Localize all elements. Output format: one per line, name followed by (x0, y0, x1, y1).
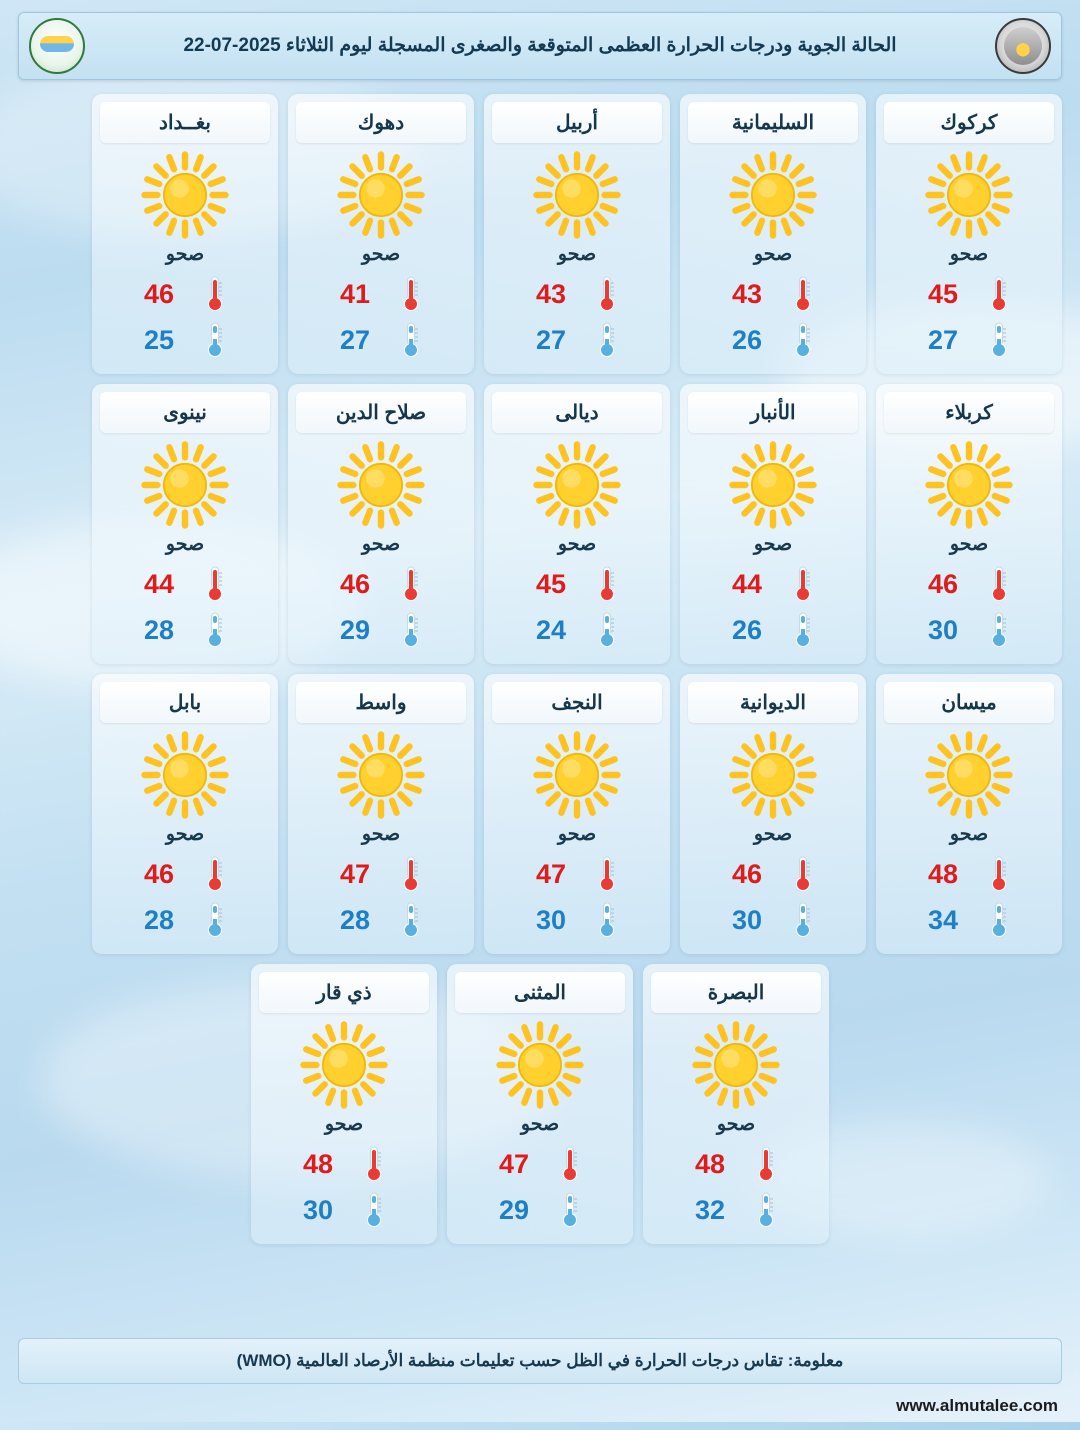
city-card[interactable] (251, 964, 437, 1244)
min-temp-row (120, 900, 250, 940)
max-temp-row (120, 564, 250, 604)
thermometer-hot-icon (988, 274, 1010, 314)
sun-icon (335, 729, 427, 821)
sun-icon (531, 149, 623, 241)
min-temp-row (512, 320, 642, 360)
min-temp-row (475, 1190, 605, 1230)
sun-icon (531, 149, 623, 241)
thermometer-cold-icon (400, 320, 422, 360)
min-temp-row (512, 610, 642, 650)
max-temp-value: 48 (695, 1148, 726, 1179)
temperature-block (100, 854, 270, 940)
temperature-block (296, 274, 466, 360)
max-temp-row (512, 564, 642, 604)
condition-label: صحو (361, 824, 401, 845)
thermometer-cold-icon (400, 320, 422, 360)
sun-icon (923, 439, 1015, 531)
condition-label: صحو (361, 534, 401, 555)
thermometer-cold-icon (596, 320, 618, 360)
thermometer-hot-icon (755, 1144, 777, 1184)
city-name: كركوك (884, 102, 1054, 143)
thermometer-hot-icon (400, 564, 422, 604)
min-temp-value: 30 (536, 904, 567, 935)
thermometer-hot-icon (204, 854, 226, 894)
city-row (18, 674, 1062, 954)
temperature-block (296, 564, 466, 650)
sun-icon (531, 729, 623, 821)
min-temp-value: 34 (928, 904, 959, 935)
city-card[interactable] (92, 94, 278, 374)
thermometer-hot-icon (596, 564, 618, 604)
temperature-block (651, 1144, 821, 1230)
condition-label: صحو (557, 534, 597, 555)
city-card[interactable] (643, 964, 829, 1244)
max-temp-value: 44 (144, 568, 175, 599)
temperature-block (492, 564, 662, 650)
max-temp-row (708, 274, 838, 314)
max-temp-row (904, 564, 1034, 604)
thermometer-cold-icon (204, 900, 226, 940)
thermometer-cold-icon (792, 320, 814, 360)
footer-note: معلومة: تقاس درجات الحرارة في الظل حسب تعليمات منظمة الأرصاد العالمية (WMO) (18, 1338, 1062, 1384)
condition-label: صحو (165, 824, 205, 845)
city-card[interactable] (288, 384, 474, 664)
min-temp-value: 30 (732, 904, 763, 935)
thermometer-cold-icon (792, 320, 814, 360)
city-card[interactable] (876, 384, 1062, 664)
page-title: الحالة الجوية ودرجات الحرارة العظمى المتوقعة والصغرى المسجلة ليوم الثلاثاء 2025-07-22 (183, 34, 897, 56)
thermometer-cold-icon (596, 610, 618, 650)
min-temp-row (904, 900, 1034, 940)
condition-label: صحو (949, 534, 989, 555)
city-name: ديالى (492, 392, 662, 433)
city-card[interactable] (92, 674, 278, 954)
city-card[interactable] (484, 94, 670, 374)
temperature-block (688, 564, 858, 650)
thermometer-cold-icon (988, 900, 1010, 940)
city-name: ذي قار (259, 972, 429, 1013)
thermometer-cold-icon (988, 320, 1010, 360)
min-temp-value: 27 (928, 324, 959, 355)
city-name: بغــداد (100, 102, 270, 143)
min-temp-row (904, 610, 1034, 650)
max-temp-row (904, 854, 1034, 894)
thermometer-hot-icon (204, 274, 226, 314)
sun-icon (494, 1019, 586, 1111)
condition-label: صحو (165, 244, 205, 265)
thermometer-cold-icon (204, 610, 226, 650)
city-card[interactable] (92, 384, 278, 664)
min-temp-value: 28 (340, 904, 371, 935)
thermometer-hot-icon (988, 564, 1010, 604)
thermometer-cold-icon (792, 610, 814, 650)
sun-icon (923, 729, 1015, 821)
temperature-block (492, 854, 662, 940)
max-temp-row (512, 854, 642, 894)
max-temp-value: 46 (340, 568, 371, 599)
thermometer-hot-icon (792, 564, 814, 604)
temperature-block (296, 854, 466, 940)
thermometer-cold-icon (400, 610, 422, 650)
thermometer-hot-icon (204, 274, 226, 314)
sun-icon (139, 439, 231, 531)
condition-label: صحو (753, 824, 793, 845)
sun-icon (727, 149, 819, 241)
city-name: كربلاء (884, 392, 1054, 433)
min-temp-value: 28 (144, 614, 175, 645)
city-row (18, 384, 1062, 664)
temperature-block (100, 564, 270, 650)
max-temp-value: 48 (928, 858, 959, 889)
min-temp-row (316, 320, 446, 360)
thermometer-cold-icon (755, 1190, 777, 1230)
min-temp-row (279, 1190, 409, 1230)
sun-icon (335, 439, 427, 531)
thermometer-hot-icon (596, 274, 618, 314)
min-temp-row (120, 320, 250, 360)
city-card[interactable] (680, 94, 866, 374)
temperature-block (884, 564, 1054, 650)
min-temp-value: 26 (732, 324, 763, 355)
thermometer-hot-icon (204, 564, 226, 604)
thermometer-cold-icon (596, 320, 618, 360)
thermometer-hot-icon (792, 854, 814, 894)
city-name: نينوى (100, 392, 270, 433)
temperature-block (884, 854, 1054, 940)
max-temp-value: 45 (928, 278, 959, 309)
thermometer-cold-icon (792, 610, 814, 650)
thermometer-hot-icon (792, 564, 814, 604)
max-temp-value: 47 (499, 1148, 530, 1179)
min-temp-value: 30 (928, 614, 959, 645)
city-name: الأنبار (688, 392, 858, 433)
condition-label: صحو (753, 534, 793, 555)
thermometer-hot-icon (596, 274, 618, 314)
thermometer-cold-icon (363, 1190, 385, 1230)
city-card[interactable] (680, 674, 866, 954)
sun-icon (531, 439, 623, 531)
min-temp-value: 27 (536, 324, 567, 355)
min-temp-value: 25 (144, 324, 175, 355)
city-card[interactable] (484, 384, 670, 664)
temperature-block (688, 274, 858, 360)
max-temp-value: 43 (536, 278, 567, 309)
condition-label: صحو (324, 1114, 364, 1135)
sun-icon (727, 439, 819, 531)
thermometer-cold-icon (559, 1190, 581, 1230)
thermometer-hot-icon (400, 274, 422, 314)
min-temp-value: 32 (695, 1194, 726, 1225)
page-header (18, 12, 1062, 80)
max-temp-row (708, 854, 838, 894)
thermometer-hot-icon (792, 274, 814, 314)
thermometer-hot-icon (559, 1144, 581, 1184)
max-temp-row (512, 274, 642, 314)
sun-icon (494, 1019, 586, 1111)
min-temp-row (904, 320, 1034, 360)
weather-authority-logo (29, 18, 85, 74)
max-temp-row (120, 854, 250, 894)
min-temp-row (512, 900, 642, 940)
city-card[interactable] (484, 674, 670, 954)
min-temp-row (316, 900, 446, 940)
temperature-block (455, 1144, 625, 1230)
thermometer-hot-icon (596, 564, 618, 604)
city-name: البصرة (651, 972, 821, 1013)
thermometer-cold-icon (596, 610, 618, 650)
sun-icon (298, 1019, 390, 1111)
thermometer-cold-icon (204, 610, 226, 650)
sun-icon (335, 439, 427, 531)
max-temp-row (316, 854, 446, 894)
thermometer-hot-icon (988, 854, 1010, 894)
min-temp-value: 29 (340, 614, 371, 645)
thermometer-cold-icon (204, 900, 226, 940)
city-card[interactable] (288, 674, 474, 954)
thermometer-hot-icon (400, 854, 422, 894)
condition-label: صحو (165, 534, 205, 555)
thermometer-hot-icon (792, 274, 814, 314)
sun-icon (139, 149, 231, 241)
min-temp-row (708, 610, 838, 650)
sun-icon (139, 439, 231, 531)
meteorology-seal-logo (995, 18, 1051, 74)
city-card[interactable] (680, 384, 866, 664)
min-temp-value: 24 (536, 614, 567, 645)
thermometer-cold-icon (596, 900, 618, 940)
condition-label: صحو (949, 824, 989, 845)
condition-label: صحو (557, 244, 597, 265)
city-row (18, 964, 1062, 1244)
city-name: صلاح الدين (296, 392, 466, 433)
city-name: النجف (492, 682, 662, 723)
sun-icon (727, 439, 819, 531)
city-card[interactable] (288, 94, 474, 374)
city-card[interactable] (876, 674, 1062, 954)
sun-icon (923, 149, 1015, 241)
sun-icon (727, 149, 819, 241)
max-temp-value: 46 (928, 568, 959, 599)
city-name: الديوانية (688, 682, 858, 723)
thermometer-cold-icon (792, 900, 814, 940)
min-temp-row (671, 1190, 801, 1230)
city-card[interactable] (447, 964, 633, 1244)
thermometer-cold-icon (988, 320, 1010, 360)
min-temp-value: 28 (144, 904, 175, 935)
temperature-block (884, 274, 1054, 360)
thermometer-cold-icon (363, 1190, 385, 1230)
max-temp-value: 44 (732, 568, 763, 599)
min-temp-row (120, 610, 250, 650)
thermometer-hot-icon (363, 1144, 385, 1184)
sun-icon (727, 729, 819, 821)
sun-icon (139, 149, 231, 241)
max-temp-value: 47 (340, 858, 371, 889)
city-name: أربيل (492, 102, 662, 143)
max-temp-row (475, 1144, 605, 1184)
condition-label: صحو (716, 1114, 756, 1135)
city-grid (18, 94, 1062, 1244)
max-temp-row (120, 274, 250, 314)
min-temp-row (708, 320, 838, 360)
thermometer-cold-icon (755, 1190, 777, 1230)
max-temp-value: 43 (732, 278, 763, 309)
thermometer-cold-icon (988, 610, 1010, 650)
bottom-divider (0, 1422, 1080, 1430)
website-url: www.almutalee.com (896, 1396, 1058, 1415)
city-row (18, 94, 1062, 374)
max-temp-value: 46 (144, 858, 175, 889)
city-name: المثنى (455, 972, 625, 1013)
condition-label: صحو (949, 244, 989, 265)
temperature-block (259, 1144, 429, 1230)
thermometer-cold-icon (204, 320, 226, 360)
city-name: ميسان (884, 682, 1054, 723)
thermometer-cold-icon (988, 610, 1010, 650)
thermometer-hot-icon (559, 1144, 581, 1184)
max-temp-value: 46 (144, 278, 175, 309)
sun-icon (531, 439, 623, 531)
min-temp-value: 27 (340, 324, 371, 355)
sun-icon (690, 1019, 782, 1111)
thermometer-cold-icon (400, 900, 422, 940)
thermometer-hot-icon (988, 854, 1010, 894)
city-name: بابل (100, 682, 270, 723)
city-card[interactable] (876, 94, 1062, 374)
temperature-block (688, 854, 858, 940)
max-temp-row (904, 274, 1034, 314)
city-name: واسط (296, 682, 466, 723)
thermometer-hot-icon (204, 854, 226, 894)
thermometer-cold-icon (596, 900, 618, 940)
condition-label: صحو (520, 1114, 560, 1135)
condition-label: صحو (557, 824, 597, 845)
sun-icon (531, 729, 623, 821)
sun-icon (335, 729, 427, 821)
sun-icon (335, 149, 427, 241)
thermometer-cold-icon (792, 900, 814, 940)
thermometer-hot-icon (204, 564, 226, 604)
min-temp-value: 30 (303, 1194, 334, 1225)
max-temp-row (316, 564, 446, 604)
max-temp-row (708, 564, 838, 604)
sun-icon (298, 1019, 390, 1111)
sun-icon (727, 729, 819, 821)
max-temp-value: 47 (536, 858, 567, 889)
sun-icon (335, 149, 427, 241)
thermometer-hot-icon (792, 854, 814, 894)
thermometer-hot-icon (596, 854, 618, 894)
max-temp-row (316, 274, 446, 314)
max-temp-row (279, 1144, 409, 1184)
thermometer-cold-icon (559, 1190, 581, 1230)
max-temp-value: 48 (303, 1148, 334, 1179)
city-name: دهوك (296, 102, 466, 143)
sun-icon (923, 439, 1015, 531)
max-temp-row (671, 1144, 801, 1184)
min-temp-value: 26 (732, 614, 763, 645)
condition-label: صحو (753, 244, 793, 265)
sun-icon (923, 729, 1015, 821)
min-temp-row (708, 900, 838, 940)
thermometer-hot-icon (988, 564, 1010, 604)
thermometer-cold-icon (204, 320, 226, 360)
thermometer-hot-icon (596, 854, 618, 894)
thermometer-hot-icon (400, 564, 422, 604)
temperature-block (492, 274, 662, 360)
min-temp-value: 29 (499, 1194, 530, 1225)
thermometer-cold-icon (400, 610, 422, 650)
sun-icon (139, 729, 231, 821)
thermometer-hot-icon (363, 1144, 385, 1184)
thermometer-cold-icon (988, 900, 1010, 940)
thermometer-hot-icon (755, 1144, 777, 1184)
condition-label: صحو (361, 244, 401, 265)
thermometer-hot-icon (988, 274, 1010, 314)
city-name: السليمانية (688, 102, 858, 143)
sun-icon (139, 729, 231, 821)
thermometer-hot-icon (400, 274, 422, 314)
min-temp-row (316, 610, 446, 650)
max-temp-value: 41 (340, 278, 371, 309)
max-temp-value: 46 (732, 858, 763, 889)
thermometer-hot-icon (400, 854, 422, 894)
thermometer-cold-icon (400, 900, 422, 940)
max-temp-value: 45 (536, 568, 567, 599)
sun-icon (923, 149, 1015, 241)
sun-icon (690, 1019, 782, 1111)
temperature-block (100, 274, 270, 360)
